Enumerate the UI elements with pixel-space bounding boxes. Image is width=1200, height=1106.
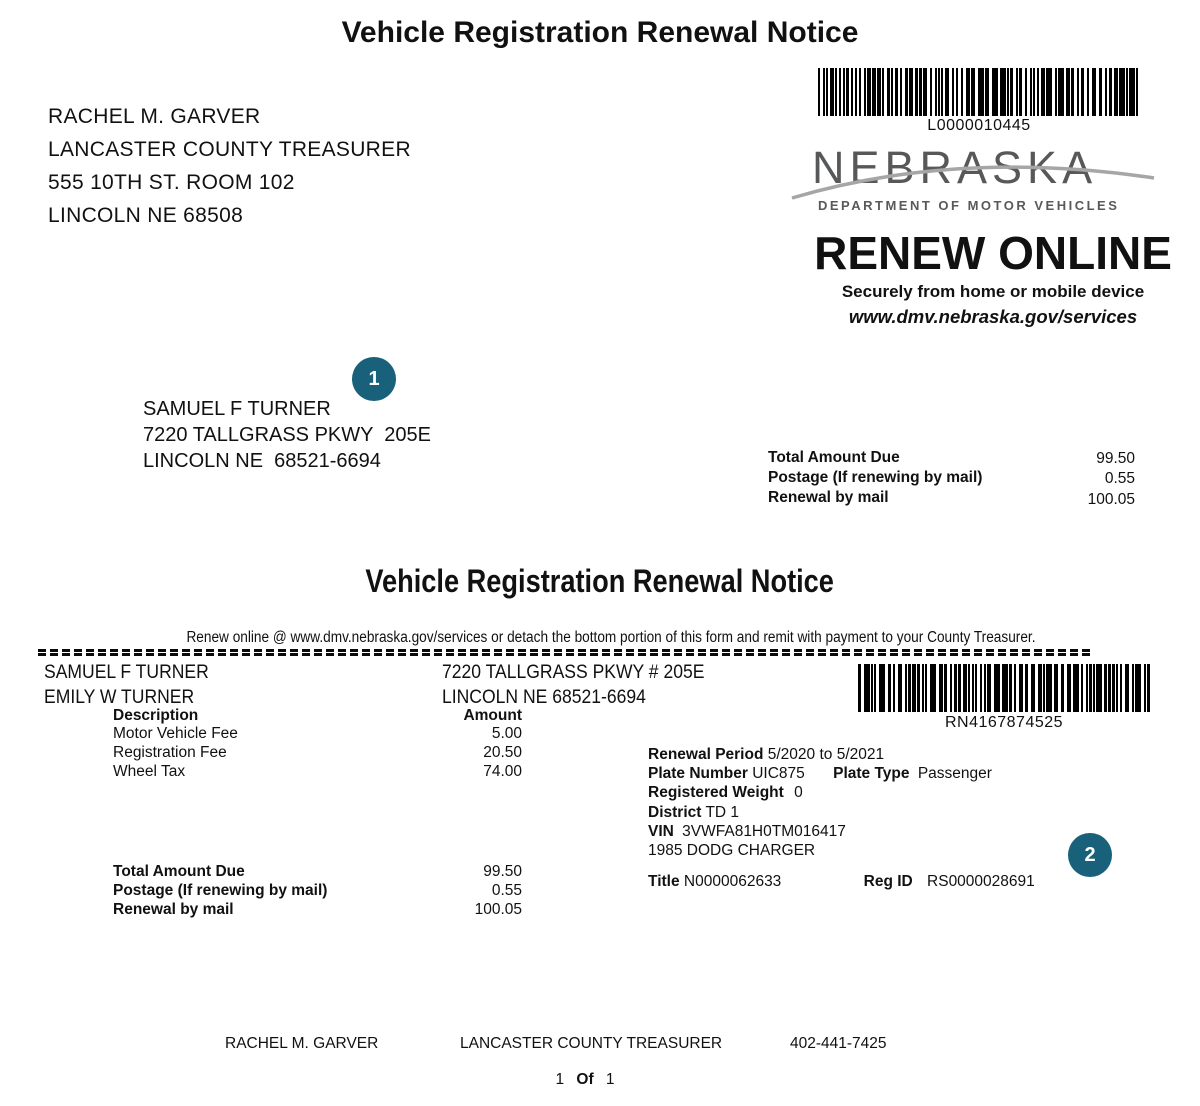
renewal-period-value: 5/2020 to 5/2021 (767, 746, 885, 763)
step-1-badge (352, 357, 396, 401)
postage-label: Postage (If renewing by mail) (113, 882, 328, 899)
recipient-address-block (143, 396, 431, 474)
fee-row-amount: 20.50 (483, 744, 522, 761)
recipient-street: 7220 TALLGRASS PKWY 205E (143, 424, 431, 446)
footer-treasurer-name: RACHEL M. GARVER (225, 1035, 379, 1052)
owner-street: 7220 TALLGRASS PKWY # 205E (442, 661, 705, 683)
page-of-label: Of (576, 1071, 594, 1088)
detach-instruction: Renew online @ www.dmv.nebraska.gov/services or detach the bottom portion of this form and remit with payment to your County Treasurer. (186, 629, 1036, 646)
logo-swoosh-icon (790, 150, 1156, 202)
fee-row-desc: Motor Vehicle Fee (113, 725, 238, 742)
footer-office: LANCASTER COUNTY TREASURER (460, 1035, 723, 1052)
total-due-value: 99.50 (483, 863, 522, 880)
plate-number-label: Plate Number (648, 765, 748, 783)
plate-type-label: Plate Type (833, 765, 910, 783)
district-label: District (648, 803, 702, 821)
renewal-by-mail-label: Renewal by mail (113, 901, 234, 918)
plate-type-value: Passenger (917, 765, 992, 783)
registered-weight-value: 0 (794, 784, 803, 802)
detach-section-title: Vehicle Registration Renewal Notice (365, 563, 835, 599)
page-current: 1 (555, 1071, 565, 1088)
registration-barcode-text: RN4167874525 (944, 714, 1064, 731)
owner-address-block (442, 660, 734, 710)
page-title: Vehicle Registration Renewal Notice (341, 16, 859, 49)
postage-value: 0.55 (491, 882, 522, 899)
fee-row-amount: 5.00 (491, 725, 522, 742)
plate-number-value: UIC875 (752, 765, 805, 783)
registered-weight-row (648, 783, 992, 802)
treasurer-address-block (48, 100, 411, 232)
detach-dashed-line (38, 649, 1092, 656)
renew-online-heading: RENEW ONLINE (814, 227, 1172, 279)
step-2-badge-number: 2 (1084, 843, 1096, 866)
district-value: TD 1 (705, 803, 740, 821)
renewal-by-mail-label: Renewal by mail (768, 489, 889, 506)
owner-1-name: SAMUEL F TURNER (44, 661, 209, 683)
fee-row-amount: 74.00 (483, 763, 522, 780)
reg-id-label: Reg ID (863, 873, 913, 890)
page-total: 1 (605, 1071, 615, 1088)
postage-value: 0.55 (1104, 470, 1135, 487)
treasurer-street: 555 10TH ST. ROOM 102 (48, 171, 295, 194)
logo-subtitle: DEPARTMENT OF MOTOR VEHICLES (818, 198, 1120, 213)
treasurer-city: LINCOLN NE 68508 (48, 204, 244, 227)
mail-barcode-text: L0000010445 (927, 117, 1031, 134)
fee-row-desc: Wheel Tax (113, 763, 186, 780)
renewal-period-row (648, 745, 992, 764)
registration-details (648, 745, 992, 860)
treasurer-name: RACHEL M. GARVER (48, 105, 261, 128)
page-indicator (0, 1071, 1170, 1089)
title-label: Title (648, 873, 680, 890)
recipient-name: SAMUEL F TURNER (143, 398, 331, 420)
treasurer-office: LANCASTER COUNTY TREASURER (48, 138, 411, 161)
step-1-badge-number: 1 (368, 367, 380, 390)
fee-row-desc: Registration Fee (113, 744, 227, 761)
total-due-value: 99.50 (1096, 450, 1135, 467)
vin-label: VIN (648, 822, 674, 840)
total-due-label: Total Amount Due (768, 449, 900, 466)
vin-row (648, 822, 992, 841)
renewal-period-label: Renewal Period (648, 746, 764, 763)
renewal-by-mail-value: 100.05 (474, 901, 522, 918)
reg-id-value: RS0000028691 (927, 873, 1035, 890)
nebraska-logo-wordmark: NEBRASKA (812, 142, 1098, 193)
postage-label: Postage (If renewing by mail) (768, 469, 983, 486)
vin-value: 3VWFA81H0TM016417 (682, 822, 846, 840)
recipient-city: LINCOLN NE 68521-6694 (143, 450, 381, 472)
footer-phone: 402-441-7425 (790, 1035, 887, 1052)
fee-amount-header: Amount (463, 707, 522, 724)
owner-2-name: EMILY W TURNER (44, 686, 195, 708)
owner-names-block (44, 660, 227, 710)
fee-description-header: Description (113, 707, 199, 724)
renewal-by-mail-value: 100.05 (1087, 491, 1135, 508)
plate-row (648, 764, 992, 783)
renew-online-url: www.dmv.nebraska.gov/services (848, 306, 1138, 327)
district-row (648, 803, 992, 822)
vehicle-row: 1985 DODG CHARGER (648, 842, 816, 860)
mail-barcode (818, 68, 1140, 116)
owner-city: LINCOLN NE 68521-6694 (442, 686, 646, 708)
step-2-badge (1068, 833, 1112, 877)
nebraska-logo (808, 142, 1138, 202)
renew-online-subheading: Securely from home or mobile device (841, 282, 1145, 301)
total-due-label: Total Amount Due (113, 863, 245, 880)
title-regid-row (648, 872, 1035, 892)
registration-barcode (858, 664, 1150, 712)
title-value: N0000062633 (683, 873, 782, 890)
registered-weight-label: Registered Weight (648, 784, 784, 802)
